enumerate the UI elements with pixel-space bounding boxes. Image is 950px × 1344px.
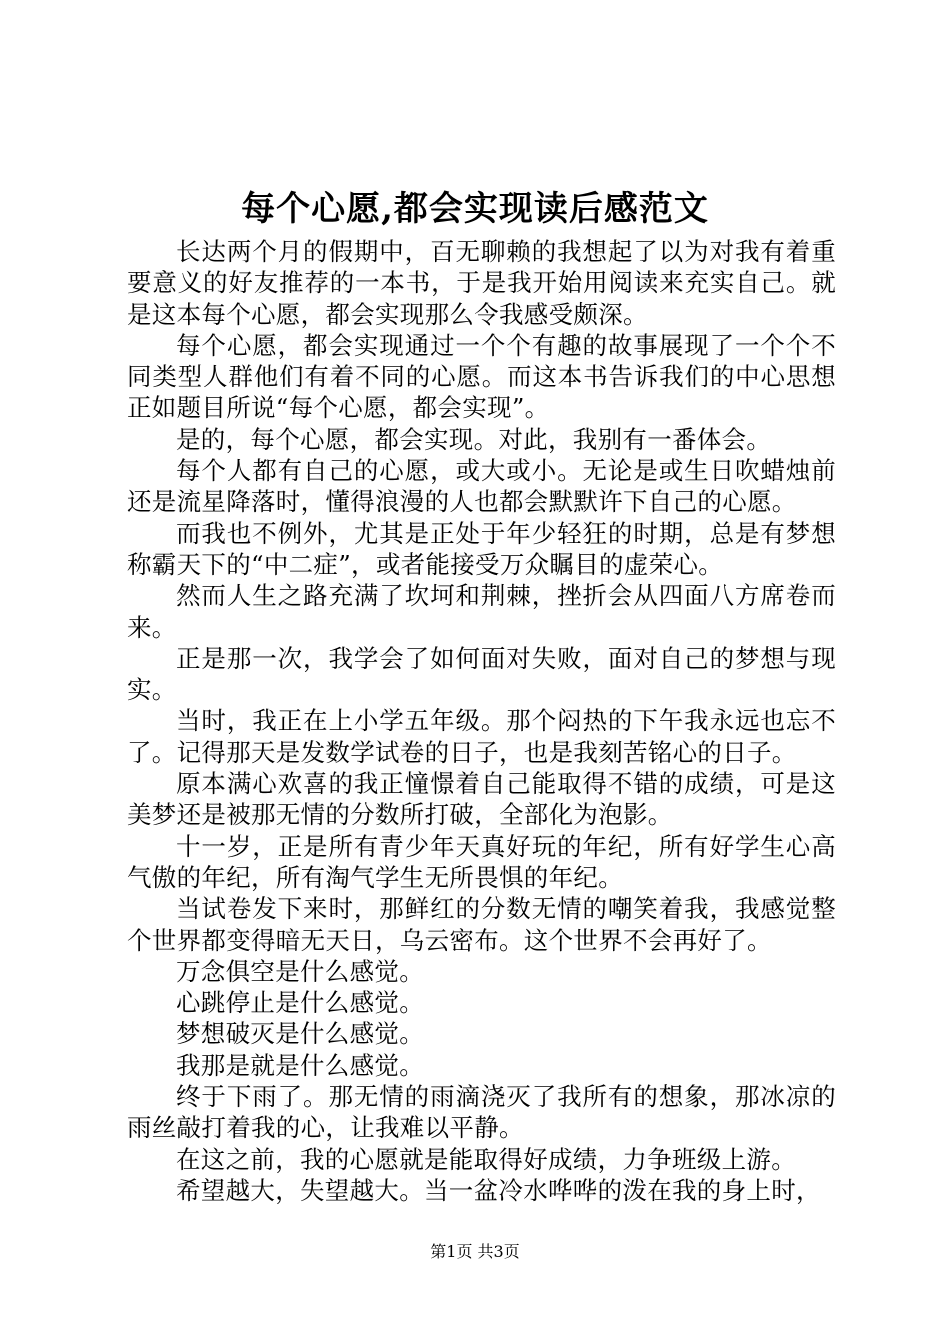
paragraph-6: 然而人生之路充满了坎坷和荆棘，挫折会从四面八方席卷而来。 [127, 581, 836, 642]
paragraph-7: 正是那一次，我学会了如何面对失败，面对自己的梦想与现实。 [127, 643, 836, 705]
page-footer: 第1页 共3页 [430, 1242, 520, 1261]
paragraph-11: 当试卷发下来时，那鲜红的分数无情的嘲笑着我，我感觉整个世界都变得暗无天日，乌云密布。这个世界不会再好了。 [127, 894, 836, 955]
paragraph-10: 十一岁，正是所有青少年天真好玩的年纪，所有好学生心高气傲的年纪，所有淘气学生无所畏惧的年纪。 [127, 831, 836, 892]
paragraph-3: 是的，每个心愿，都会实现。对此，我别有一番体会。 [176, 424, 772, 454]
paragraph-5: 而我也不例外，尤其是正处于年少轻狂的时期，总是有梦想称霸天下的“中二症”，或者能接受万众瞩目的虚荣心。 [127, 518, 836, 579]
paragraph-17: 在这之前，我的心愿就是能取得好成绩，力争班级上游。 [176, 1144, 796, 1174]
paragraph-9: 原本满心欢喜的我正憧憬着自己能取得不错的成绩，可是这美梦还是被那无情的分数所打破，全部化为泡影。 [127, 769, 836, 830]
paragraph-4: 每个人都有自己的心愿，或大或小。无论是或生日吹蜡烛前还是流星降落时，懂得浪漫的人也都会默默许下自己的心愿。 [127, 456, 836, 517]
paragraph-8: 当时，我正在上小学五年级。那个闷热的下午我永远也忘不了。记得那天是发数学试卷的日子，也是我刻苦铭心的日子。 [127, 706, 836, 767]
page-title: 每个心愿,都会实现读后感范文 [241, 189, 709, 229]
article-body [127, 236, 836, 1206]
paragraph-1: 长达两个月的假期中，百无聊赖的我想起了以为对我有着重要意义的好友推荐的一本书，于是我开始用阅读来充实自己。就是这本每个心愿，都会实现那么令我感受颇深。 [127, 237, 836, 329]
paragraph-12: 万念俱空是什么感觉。 [176, 956, 424, 986]
paragraph-15: 我那是就是什么感觉。 [176, 1050, 424, 1080]
paragraph-14: 梦想破灭是什么感觉。 [176, 1019, 424, 1049]
paragraph-16: 终于下雨了。那无情的雨滴浇灭了我所有的想象，那冰凉的雨丝敲打着我的心，让我难以平静。 [127, 1082, 836, 1143]
paragraph-13: 心跳停止是什么感觉。 [176, 988, 424, 1018]
paragraph-2: 每个心愿，都会实现通过一个个有趣的故事展现了一个个不同类型人群他们有着不同的心愿。而这本书告诉我们的中心思想正如题目所说“每个心愿，都会实现”。 [127, 330, 836, 423]
paragraph-18: 希望越大，失望越大。当一盆冷水哗哗的泼在我的身上时， [176, 1175, 821, 1205]
